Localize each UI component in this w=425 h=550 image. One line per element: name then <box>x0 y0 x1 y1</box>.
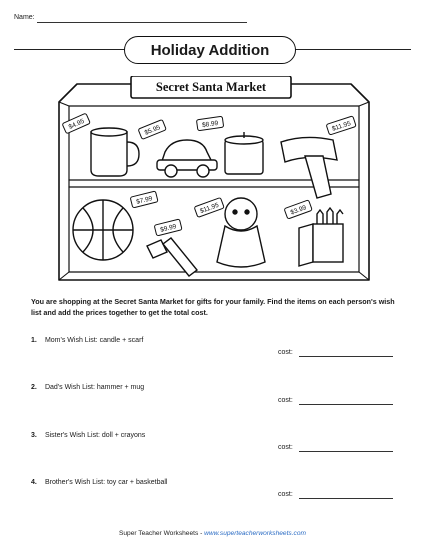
question-text: Dad's Wish List: hammer + mug <box>44 384 145 391</box>
cost-label: cost: <box>278 444 293 451</box>
name-blank-line <box>37 22 247 23</box>
answer-line-3[interactable] <box>299 451 393 452</box>
footer <box>0 530 425 537</box>
footer-separator: - <box>198 530 205 537</box>
page-title <box>124 36 296 64</box>
answer-line-4[interactable] <box>299 498 393 499</box>
svg-text:$8.99: $8.99 <box>201 119 219 130</box>
svg-text:$11.95: $11.95 <box>199 201 220 216</box>
name-label: Name: <box>14 14 35 21</box>
question-number: 4. <box>31 479 37 486</box>
title-rule-left <box>14 49 126 50</box>
svg-text:$7.99: $7.99 <box>135 195 154 206</box>
svg-text:$11.95: $11.95 <box>331 120 352 133</box>
question-4 <box>31 479 167 486</box>
market-illustration <box>55 76 373 286</box>
question-3 <box>31 432 145 439</box>
cost-label: cost: <box>278 491 293 498</box>
candle-icon <box>225 132 263 174</box>
question-text: Sister's Wish List: doll + crayons <box>44 432 146 439</box>
question-text: Mom's Wish List: candle + scarf <box>44 337 144 344</box>
svg-text:$4.95: $4.95 <box>67 117 86 131</box>
question-1 <box>31 337 143 344</box>
question-text: Brother's Wish List: toy car + basketball <box>44 479 168 486</box>
basketball-icon <box>73 200 133 260</box>
question-number: 1. <box>31 337 37 344</box>
footer-url-link[interactable]: www.superteacherworksheets.com <box>204 530 307 537</box>
page-title-text: Holiday Addition <box>150 41 270 59</box>
market-sign-text: Secret Santa Market <box>155 80 267 94</box>
title-rule-right <box>292 49 411 50</box>
question-number: 3. <box>31 432 37 439</box>
instructions-text: You are shopping at the Secret Santa Market for gifts for your family. Find the items on each person's wish list and add the prices together to get the total cost. <box>31 297 395 317</box>
answer-line-2[interactable] <box>299 404 393 405</box>
cost-label: cost: <box>278 349 293 356</box>
question-2 <box>31 384 144 391</box>
cost-label: cost: <box>278 397 293 404</box>
answer-line-1[interactable] <box>299 356 393 357</box>
svg-text:$9.99: $9.99 <box>159 223 178 234</box>
market-sign <box>131 76 291 98</box>
question-number: 2. <box>31 384 37 391</box>
footer-brand: Super Teacher Worksheets <box>118 530 199 537</box>
svg-text:$5.95: $5.95 <box>143 124 162 137</box>
svg-text:$3.99: $3.99 <box>289 204 308 217</box>
